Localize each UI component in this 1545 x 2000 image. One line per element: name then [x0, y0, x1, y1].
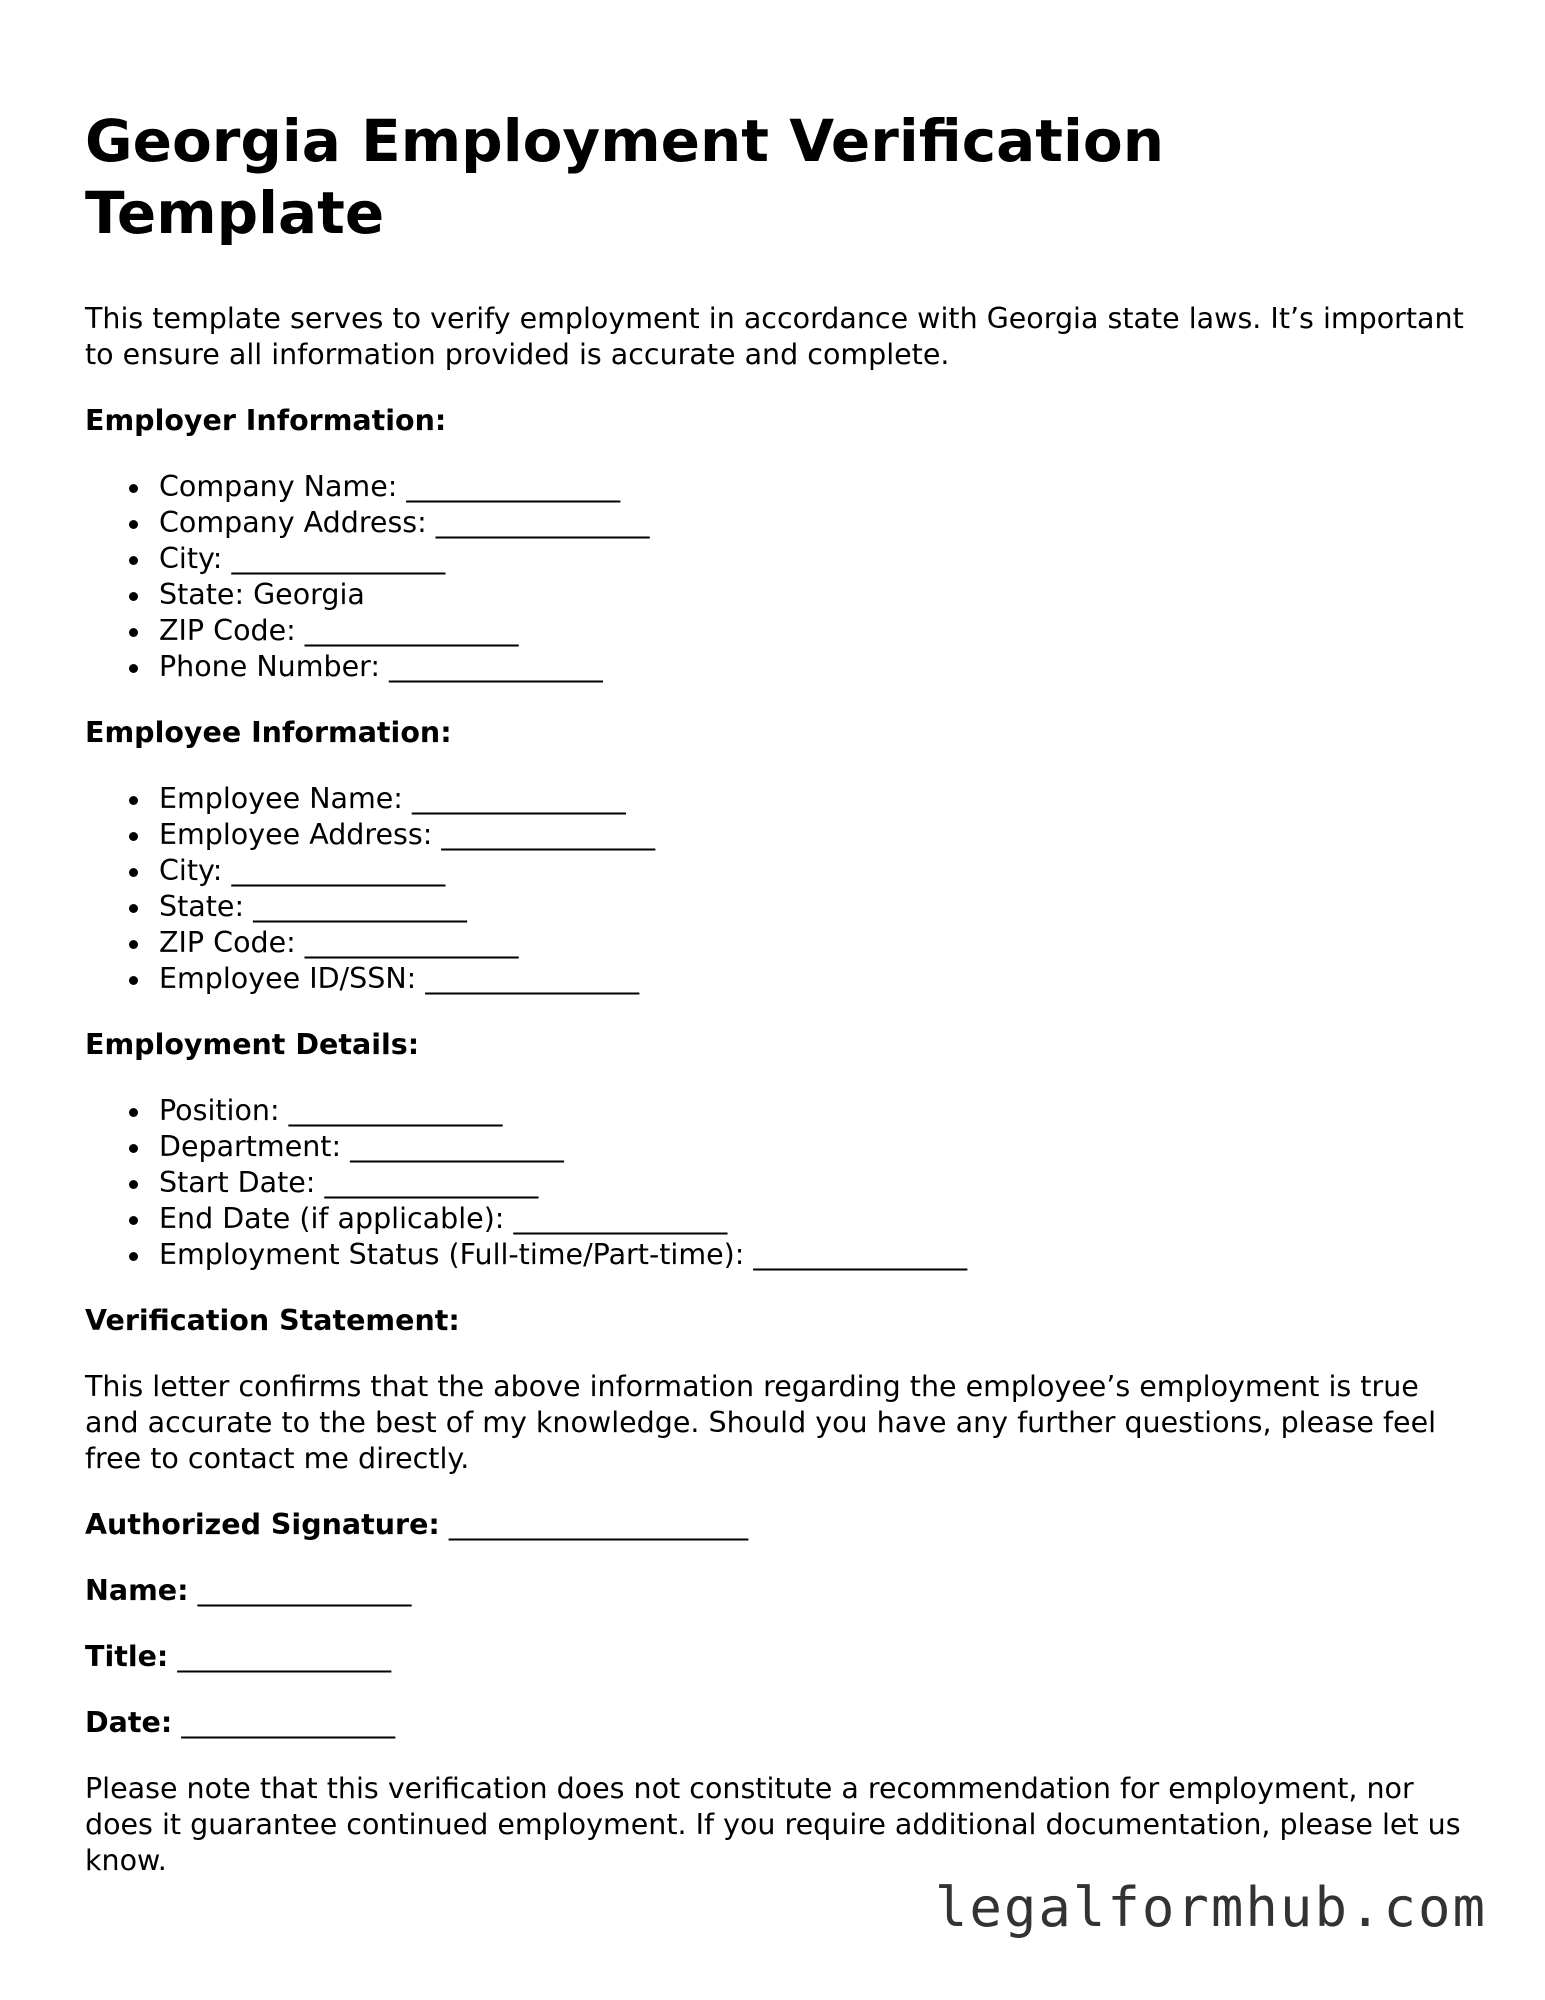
- employee-id-ssn: Employee ID/SSN: _______________: [85, 961, 1465, 997]
- bullet-icon: [129, 628, 138, 637]
- employee-name: Employee Name: _______________: [85, 781, 1465, 817]
- bullet-icon: [129, 592, 138, 601]
- employee-state: State: _______________: [85, 889, 1465, 925]
- bullet-icon: [129, 1108, 138, 1117]
- employer-company-address: Company Address: _______________: [85, 505, 1465, 541]
- watermark: legalformhub.com: [934, 1876, 1487, 1939]
- employment-list: [85, 1093, 1465, 1273]
- title-blank: _______________: [177, 1640, 392, 1673]
- bullet-icon: [129, 832, 138, 841]
- employer-zip: ZIP Code: _______________: [85, 613, 1465, 649]
- bullet-icon: [129, 796, 138, 805]
- authorized-signature-blank: _____________________: [448, 1508, 749, 1541]
- bullet-icon: [129, 556, 138, 565]
- bullet-icon: [129, 520, 138, 529]
- date-blank: _______________: [181, 1706, 396, 1739]
- bullet-icon: [129, 1180, 138, 1189]
- employment-status: Employment Status (Full-time/Part-time): _______________: [85, 1237, 1465, 1273]
- employee-zip: ZIP Code: _______________: [85, 925, 1465, 961]
- bullet-icon: [129, 1144, 138, 1153]
- bullet-icon: [129, 484, 138, 493]
- employment-end-date: End Date (if applicable): _______________: [85, 1201, 1465, 1237]
- employee-list: [85, 781, 1465, 997]
- bullet-icon: [129, 1216, 138, 1225]
- employment-start-date: Start Date: _______________: [85, 1165, 1465, 1201]
- employer-list: [85, 469, 1465, 685]
- employment-heading: Employment Details:: [85, 1028, 420, 1061]
- bullet-icon: [129, 1252, 138, 1261]
- employment-position: Position: _______________: [85, 1093, 1465, 1129]
- bullet-icon: [129, 976, 138, 985]
- title-label: Title:: [85, 1640, 169, 1673]
- title-line: [85, 1639, 1465, 1675]
- bullet-icon: [129, 940, 138, 949]
- employee-city: City: _______________: [85, 853, 1465, 889]
- employment-department: Department: _______________: [85, 1129, 1465, 1165]
- bullet-icon: [129, 664, 138, 673]
- employer-phone: Phone Number: _______________: [85, 649, 1465, 685]
- name-blank: _______________: [197, 1574, 412, 1607]
- employer-heading: Employer Information:: [85, 404, 447, 437]
- verification-statement: This letter confirms that the above information regarding the employee’s employment is true and accurate to the best of my knowledge. Should you have any further questions, please feel free to contact me directly.: [85, 1370, 1437, 1475]
- employee-address: Employee Address: _______________: [85, 817, 1465, 853]
- employee-heading: Employee Information:: [85, 716, 452, 749]
- employer-company-name: Company Name: _______________: [85, 469, 1465, 505]
- document-page: [85, 105, 1465, 1909]
- authorized-signature-label: Authorized Signature:: [85, 1508, 440, 1541]
- verification-heading: Verification Statement:: [85, 1304, 460, 1337]
- page-title: Georgia Employment Verification Template: [85, 107, 1165, 247]
- date-line: [85, 1705, 1465, 1741]
- date-label: Date:: [85, 1706, 173, 1739]
- name-line: [85, 1573, 1465, 1609]
- closing-note: Please note that this verification does not constitute a recommendation for employment, nor does it guarantee continued employment. If you require additional documentation, please let us know.: [85, 1772, 1461, 1877]
- bullet-icon: [129, 904, 138, 913]
- authorized-signature-line: [85, 1507, 1465, 1543]
- bullet-icon: [129, 868, 138, 877]
- employer-state: State: Georgia: [85, 577, 1465, 613]
- name-label: Name:: [85, 1574, 189, 1607]
- intro-paragraph: This template serves to verify employment in accordance with Georgia state laws. It’s important to ensure all information provided is accurate and complete.: [85, 302, 1464, 371]
- employer-city: City: _______________: [85, 541, 1465, 577]
